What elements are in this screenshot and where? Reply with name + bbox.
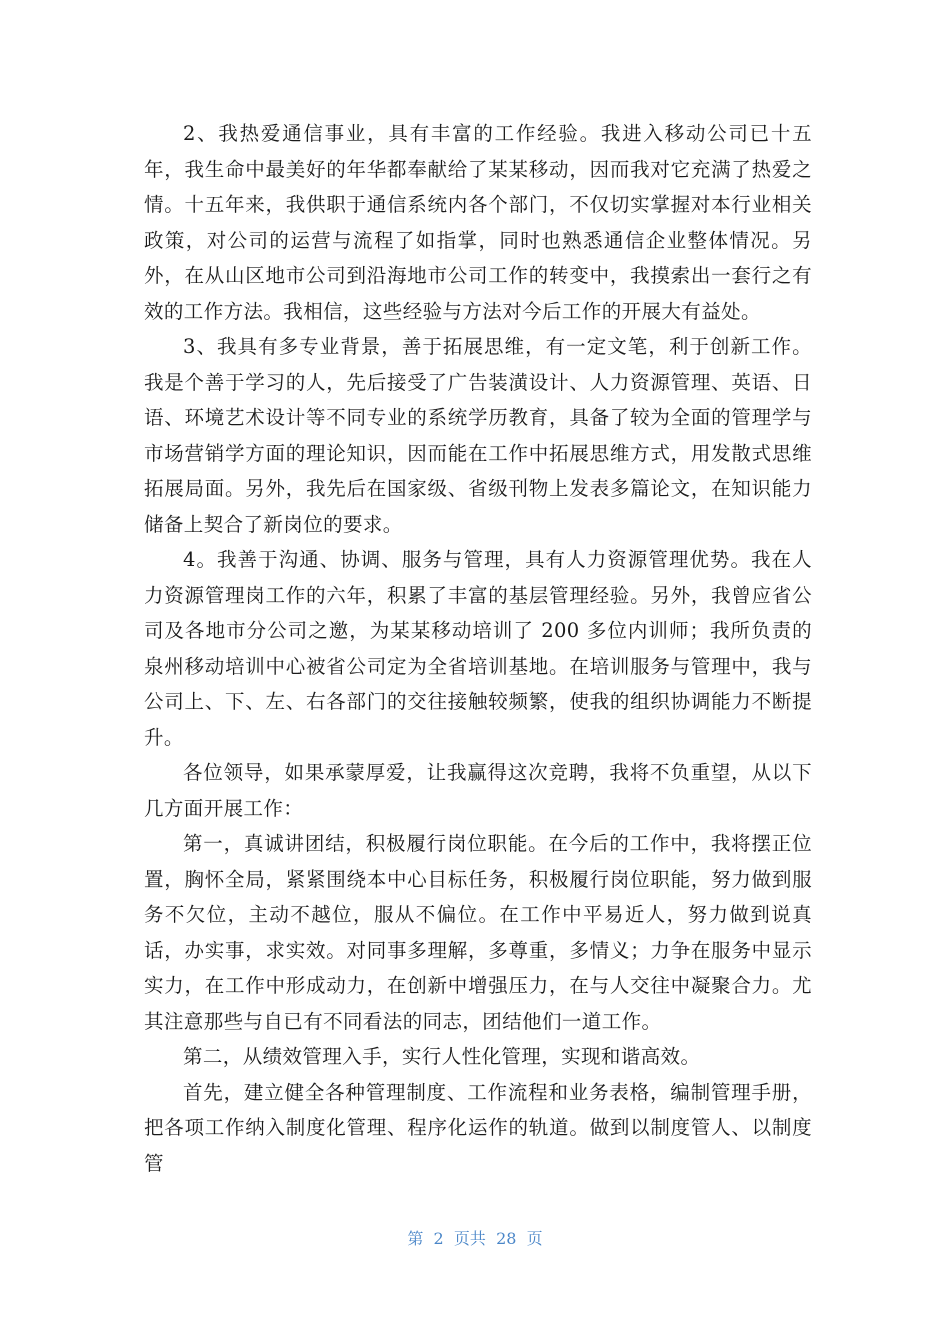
paragraph-work-plan-intro: 各位领导，如果承蒙厚爱，让我赢得这次竞聘，我将不负重望，从以下几方面开展工作： bbox=[144, 761, 812, 820]
page-number-footer: 第 2 页共 28 页 bbox=[407, 1229, 543, 1248]
paragraph-first-point: 第一，真诚讲团结，积极履行岗位职能。在今后的工作中，我将摆正位置，胸怀全局，紧紧围绕本中心目标任务，积极履行岗位职能，努力做到服务不欠位，主动不越位，服从不偏位。在工作中平易近人，努力做到说真话，办实事，求实效。对同事多理解，多尊重，多情义；力争在服务中显示实力，在工作中形成动力，在创新中增强压力，在与人交往中凝聚合力。尤其注意那些与自已有不同看法的同志，团结他们一道工作。 bbox=[144, 832, 812, 1033]
body-text bbox=[144, 116, 812, 1181]
paragraph-2-work-experience: 2、我热爱通信事业，具有丰富的工作经验。我进入移动公司已十五年，我生命中最美好的年华都奉献给了某某移动，因而我对它充满了热爱之情。十五年来，我供职于通信系统内各个部门，不仅切实掌握对本行业相关政策，对公司的运营与流程了如指掌，同时也熟悉通信企业整体情况。另外，在从山区地市公司到沿海地市公司工作的转变中，我摸索出一套行之有效的工作方法。我相信，这些经验与方法对今后工作的开展大有益处。 bbox=[144, 122, 812, 323]
paragraph-firstly: 首先，建立健全各种管理制度、工作流程和业务表格，编制管理手册，把各项工作纳入制度化管理、程序化运作的轨道。做到以制度管人、以制度管 bbox=[144, 1080, 812, 1175]
paragraph-4-communication-skills: 4。我善于沟通、协调、服务与管理，具有人力资源管理优势。我在人力资源管理岗工作的六年，积累了丰富的基层管理经验。另外，我曾应省公司及各地市分公司之邀，为某某移动培训了 200 多位内训师；我所负责的泉州移动培训中心被省公司定为全省培训基地。在培训服务与管理中，我与公司上、下、左、右各部门的交往接触较频繁，使我的组织协调能力不断提升。 bbox=[144, 548, 812, 749]
paragraph-3-professional-background: 3、我具有多专业背景，善于拓展思维，有一定文笔，利于创新工作。我是个善于学习的人，先后接受了广告装潢设计、人力资源管理、英语、日语、环境艺术设计等不同专业的系统学历教育，具备了较为全面的管理学与市场营销学方面的理论知识，因而能在工作中拓展思维方式，用发散式思维拓展局面。另外，我先后在国家级、省级刊物上发表多篇论文，在知识能力储备上契合了新岗位的要求。 bbox=[144, 335, 812, 536]
paragraph-second-point: 第二，从绩效管理入手，实行人性化管理，实现和谐高效。 bbox=[183, 1045, 701, 1068]
